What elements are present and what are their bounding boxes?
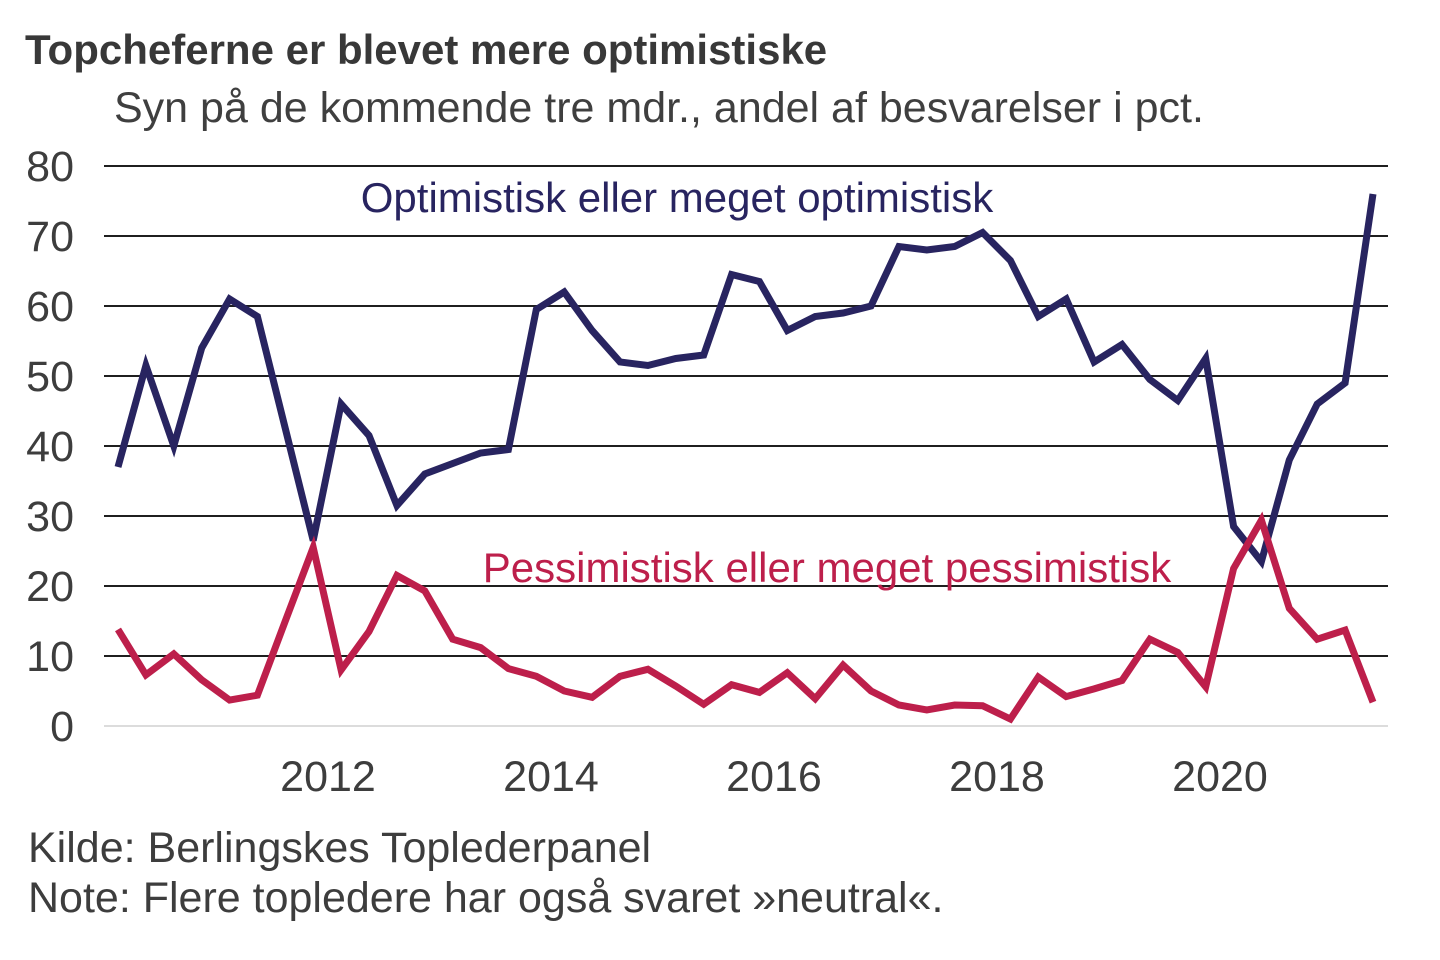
y-tick-label-50: 50: [26, 353, 74, 401]
x-tick-label-2014: 2014: [503, 753, 599, 801]
y-tick-label-80: 80: [26, 143, 74, 191]
x-tick-label-2018: 2018: [949, 753, 1045, 801]
note-line: Note: Flere topledere har også svaret »neutral«.: [28, 874, 944, 922]
source-line: Kilde: Berlingskes Toplederpanel: [28, 824, 652, 872]
series-label-pessimistic: Pessimistisk eller meget pessimistisk: [482, 544, 1172, 591]
y-tick-label-60: 60: [26, 283, 74, 331]
series-label-optimistic: Optimistisk eller meget optimistisk: [360, 174, 994, 221]
chart-title: Topcheferne er blevet mere optimistiske: [25, 26, 828, 73]
y-tick-label-40: 40: [26, 423, 74, 471]
chart-subtitle: Syn på de kommende tre mdr., andel af besvarelser i pct.: [114, 84, 1204, 132]
x-tick-label-2012: 2012: [280, 753, 376, 801]
y-tick-label-10: 10: [26, 633, 74, 681]
y-tick-label-0: 0: [50, 703, 74, 751]
x-tick-label-2016: 2016: [726, 753, 822, 801]
y-tick-label-70: 70: [26, 213, 74, 261]
y-tick-label-20: 20: [26, 563, 74, 611]
series-line-optimistic: [118, 194, 1373, 562]
x-tick-label-2020: 2020: [1172, 753, 1268, 801]
y-tick-label-30: 30: [26, 493, 74, 541]
